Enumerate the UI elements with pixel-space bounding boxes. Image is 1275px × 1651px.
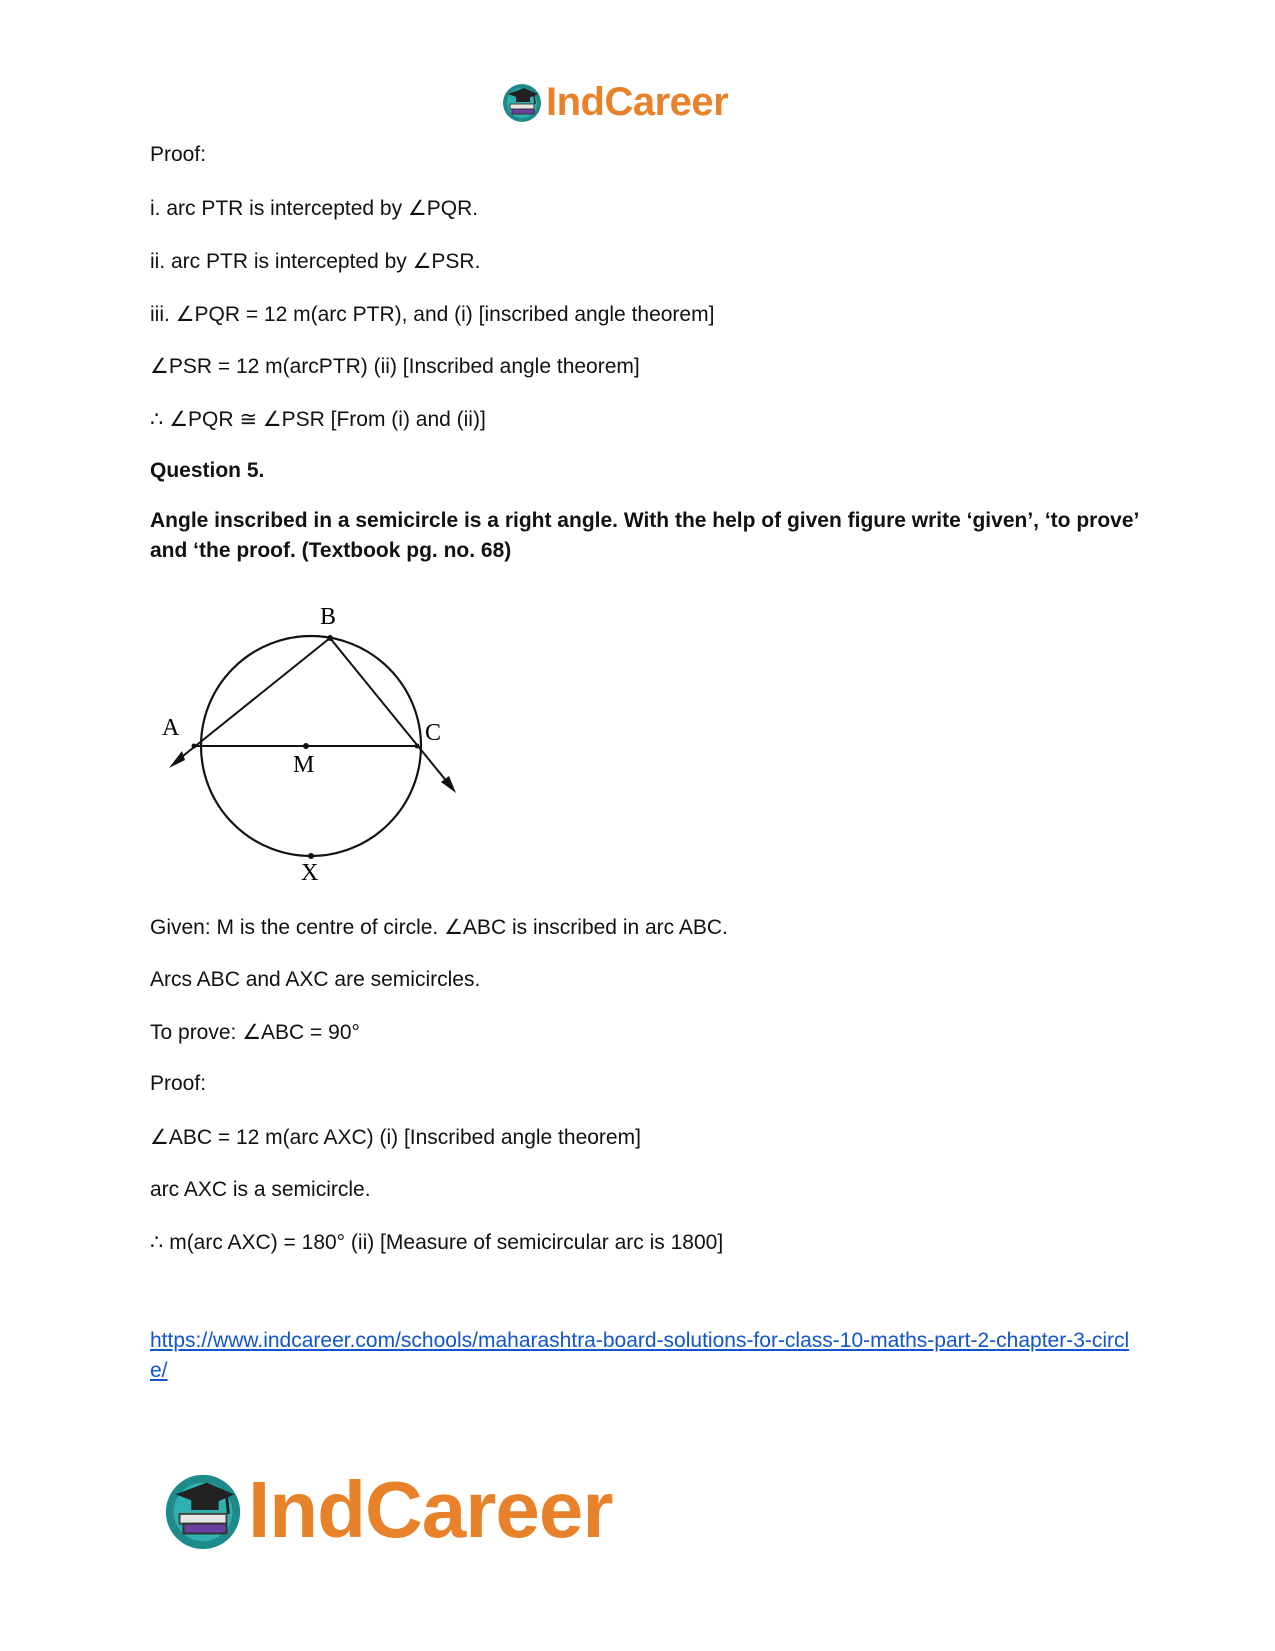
proof-line-1: i. arc PTR is intercepted by ∠PQR. <box>150 197 479 220</box>
given-line: Given: M is the centre of circle. ∠ABC is inscribed in arc ABC. <box>150 916 728 939</box>
source-link[interactable]: https://www.indcareer.com/schools/maharashtra-board-solutions-for-class-10-maths-part-2-chapter-3-circle/ <box>150 1329 1130 1382</box>
point-c <box>415 744 420 749</box>
graduation-cap-books-icon <box>500 80 544 124</box>
proof-line-4: ∠PSR = 12 m(arcPTR) (ii) [Inscribed angle theorem] <box>150 355 640 378</box>
label-x: X <box>301 860 319 886</box>
point-b <box>327 635 333 641</box>
proof-line-5: ∴ ∠PQR ≅ ∠PSR [From (i) and (ii)] <box>150 408 486 431</box>
label-m: M <box>293 752 315 778</box>
label-b: B <box>320 604 337 630</box>
semicircle-figure <box>150 600 470 930</box>
label-a: A <box>162 715 180 741</box>
question-heading: Question 5. <box>150 459 265 482</box>
point-m <box>303 743 309 749</box>
proof-line-2: ii. arc PTR is intercepted by ∠PSR. <box>150 250 481 273</box>
header-logo <box>500 78 728 126</box>
header-logo-text: IndCareer <box>546 79 729 124</box>
proof-heading-2: Proof: <box>150 1072 207 1095</box>
proof2-line-3: ∴ m(arc AXC) = 180° (ii) [Measure of semicircular arc is 1800] <box>150 1231 724 1254</box>
point-x <box>308 853 314 859</box>
point-a <box>192 744 197 749</box>
proof2-line-2: arc AXC is a semicircle. <box>150 1178 371 1201</box>
arrow-a <box>169 751 185 768</box>
proof2-line-1: ∠ABC = 12 m(arc AXC) (i) [Inscribed angle theorem] <box>150 1126 641 1149</box>
proof-heading: Proof: <box>150 143 207 166</box>
segment-bc <box>330 638 448 783</box>
arcs-line: Arcs ABC and AXC are semicircles. <box>150 968 481 991</box>
footer-logo <box>160 1465 612 1555</box>
to-prove-line: To prove: ∠ABC = 90° <box>150 1021 360 1044</box>
segment-ab <box>178 638 330 760</box>
graduation-cap-books-icon <box>160 1467 246 1553</box>
question-text: Angle inscribed in a semicircle is a right angle. With the help of given figure write ‘given’, ‘to prove’ and ‘the proof. (Textbook pg. no. 68) <box>150 509 1139 562</box>
footer-logo-text: IndCareer <box>248 1465 613 1554</box>
proof-line-3: iii. ∠PQR = 12 m(arc PTR), and (i) [inscribed angle theorem] <box>150 303 715 326</box>
label-c: C <box>425 720 442 746</box>
